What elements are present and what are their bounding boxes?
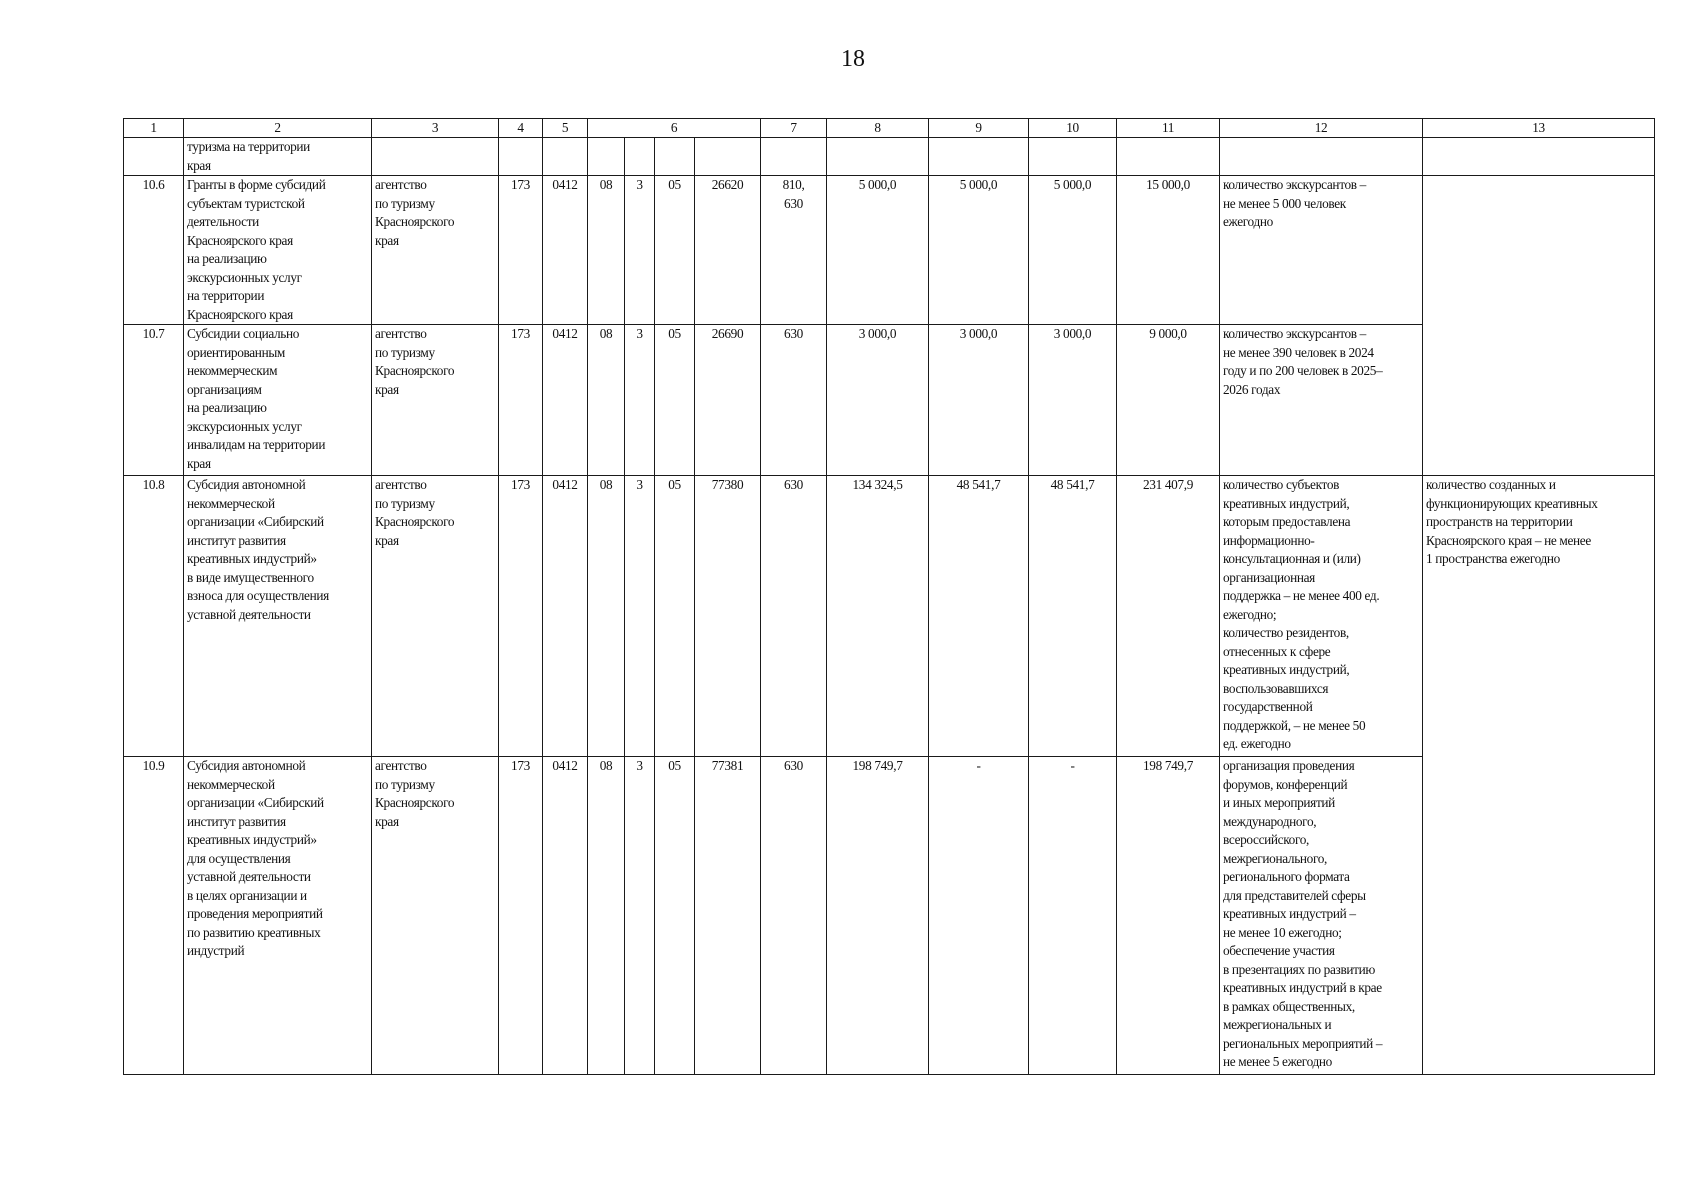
cs-part: 77380 [695,476,761,757]
grbs-code: 173 [499,325,543,476]
cs-part: 26690 [695,325,761,476]
cs-part: 08 [588,757,625,1075]
header-col-11: 11 [1117,119,1220,138]
expected-result: количество экскурсантов – не менее 5 000 человек ежегодно [1220,176,1423,325]
cs-part: 3 [625,757,655,1075]
administrator: агентство по туризму Красноярского края [372,757,499,1075]
cs-part: 05 [655,757,695,1075]
rzpr-code: 0412 [543,325,588,476]
row-number: 10.6 [124,176,184,325]
header-col-2: 2 [184,119,372,138]
grbs-code: 173 [499,757,543,1075]
header-col-10: 10 [1029,119,1117,138]
header-col-5: 5 [543,119,588,138]
header-row [124,119,1655,138]
cs-part: 05 [655,176,695,325]
activity-name: Субсидии социально ориентированным некоммерческим организациям на реализацию экскурсионных услуг инвалидам на территории края [184,325,372,476]
expected-result: количество экскурсантов – не менее 390 человек в 2024 году и по 200 человек в 2025– 2026 годах [1220,325,1423,476]
page-number: 18 [841,46,865,72]
expected-result: организация проведения форумов, конференций и иных мероприятий международного, всероссийского, межрегионального, регионального формата для представителей сферы креативных индустрий – не менее 10 ежегодно; обеспечение участия в презентациях по развитию креативных индустрий в крае в рамках общественных, межрегиональных и региональных мероприятий – не менее 5 ежегодно [1220,757,1423,1075]
amount-2026: 3 000,0 [1029,325,1117,476]
amount-total: 231 407,9 [1117,476,1220,757]
indicator-cell [1423,176,1655,476]
amount-2026: - [1029,757,1117,1075]
row-number: 10.9 [124,757,184,1075]
amount-total: 198 749,7 [1117,757,1220,1075]
rzpr-code: 0412 [543,176,588,325]
vr-code: 630 [761,325,827,476]
table-row [124,176,1655,325]
indicator-cell: количество созданных и функционирующих креативных пространств на территории Красноярского края – не менее 1 пространства ежегодно [1423,476,1655,1075]
header-col-3: 3 [372,119,499,138]
activity-name: Субсидия автономной некоммерческой организации «Сибирский институт развития креативных индустрий» в виде имущественного взноса для осуществления уставной деятельности [184,476,372,757]
rzpr-code: 0412 [543,757,588,1075]
amount-2024: 134 324,5 [827,476,929,757]
cs-part: 05 [655,476,695,757]
header-col-12: 12 [1220,119,1423,138]
cs-part: 26620 [695,176,761,325]
rzpr-code: 0412 [543,476,588,757]
activity-name: туризма на территории края [184,138,372,176]
header-col-7: 7 [761,119,827,138]
amount-2025: 3 000,0 [929,325,1029,476]
continuation-row [124,138,1655,176]
grbs-code: 173 [499,476,543,757]
amount-total: 15 000,0 [1117,176,1220,325]
header-col-6: 6 [588,119,761,138]
table-row [124,476,1655,757]
cs-part: 08 [588,325,625,476]
cs-part: 77381 [695,757,761,1075]
expected-result: количество субъектов креативных индустрий, которым предоставлена информационно- консультационная и (или) организационная поддержка – не менее 400 ед. ежегодно; количество резидентов, отнесенных к сфере креативных индустрий, воспользовавшихся государственной поддержкой, – не менее 50 ед. ежегодно [1220,476,1423,757]
cs-part: 08 [588,476,625,757]
cs-part: 3 [625,325,655,476]
program-activities-table [123,118,1655,1075]
amount-2026: 48 541,7 [1029,476,1117,757]
cs-part: 08 [588,176,625,325]
administrator: агентство по туризму Красноярского края [372,476,499,757]
row-number: 10.8 [124,476,184,757]
vr-code: 630 [761,476,827,757]
amount-2024: 198 749,7 [827,757,929,1075]
grbs-code: 173 [499,176,543,325]
amount-2025: - [929,757,1029,1075]
cs-part: 3 [625,176,655,325]
vr-code: 810, 630 [761,176,827,325]
header-col-1: 1 [124,119,184,138]
amount-2024: 3 000,0 [827,325,929,476]
administrator: агентство по туризму Красноярского края [372,176,499,325]
header-col-13: 13 [1423,119,1655,138]
header-col-4: 4 [499,119,543,138]
amount-total: 9 000,0 [1117,325,1220,476]
header-col-9: 9 [929,119,1029,138]
amount-2026: 5 000,0 [1029,176,1117,325]
header-col-8: 8 [827,119,929,138]
row-number: 10.7 [124,325,184,476]
cs-part: 3 [625,476,655,757]
cs-part: 05 [655,325,695,476]
activity-name: Субсидия автономной некоммерческой организации «Сибирский институт развития креативных индустрий» для осуществления уставной деятельности в целях организации и проведения мероприятий по развитию креативных индустрий [184,757,372,1075]
amount-2025: 5 000,0 [929,176,1029,325]
vr-code: 630 [761,757,827,1075]
administrator: агентство по туризму Красноярского края [372,325,499,476]
activity-name: Гранты в форме субсидий субъектам туристской деятельности Красноярского края на реализацию экскурсионных услуг на территории Красноярского края [184,176,372,325]
amount-2024: 5 000,0 [827,176,929,325]
amount-2025: 48 541,7 [929,476,1029,757]
